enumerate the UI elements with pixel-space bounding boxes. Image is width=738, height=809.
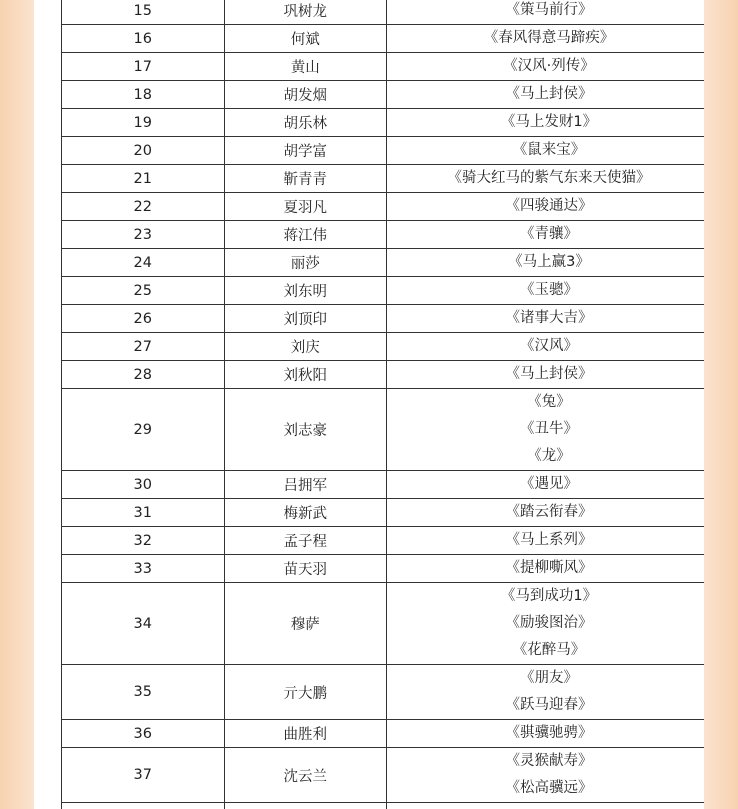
work-title: 《跃马迎春》 — [505, 697, 593, 713]
row-number: 16 — [62, 25, 225, 53]
table-row — [62, 165, 705, 193]
works-cell — [387, 803, 705, 809]
row-number: 33 — [62, 555, 225, 583]
works-cell — [387, 361, 705, 389]
artist-name: 刘志豪 — [224, 389, 387, 471]
row-number: 28 — [62, 361, 225, 389]
table-row — [62, 555, 705, 583]
works-cell — [387, 389, 705, 471]
row-number: 27 — [62, 333, 225, 361]
row-number — [62, 803, 225, 809]
works-cell — [387, 277, 705, 305]
works-cell — [387, 109, 705, 137]
table-row — [62, 81, 705, 109]
works-cell — [387, 471, 705, 499]
work-title: 《遇见》 — [520, 476, 578, 492]
artist-name: 刘东明 — [224, 277, 387, 305]
works-cell — [387, 748, 705, 803]
work-title: 《马到成功1》 — [500, 588, 598, 604]
artist-name: 刘庆 — [224, 333, 387, 361]
works-cell — [387, 193, 705, 221]
work-title: 《丑牛》 — [520, 421, 578, 437]
works-cell — [387, 305, 705, 333]
works-cell — [387, 333, 705, 361]
artist-name: 蒋江伟 — [224, 221, 387, 249]
row-number: 36 — [62, 720, 225, 748]
works-cell — [387, 665, 705, 720]
artist-name: 胡发烟 — [224, 81, 387, 109]
work-title: 《龙》 — [527, 448, 571, 464]
artist-name: 何斌 — [224, 25, 387, 53]
row-number: 15 — [62, 0, 225, 25]
artist-name: 苗天羽 — [224, 555, 387, 583]
work-title: 《汉风》 — [520, 338, 578, 354]
work-title: 《兔》 — [527, 394, 571, 410]
work-title: 《松高骥远》 — [505, 780, 593, 796]
row-number: 30 — [62, 471, 225, 499]
works-cell — [387, 137, 705, 165]
artist-name: 曲胜利 — [224, 720, 387, 748]
artist-name: 刘顶印 — [224, 305, 387, 333]
table-row — [62, 471, 705, 499]
artist-name: 亓大鹏 — [224, 665, 387, 720]
table-row — [62, 193, 705, 221]
table-row — [62, 583, 705, 665]
artist-name: 沈云兰 — [224, 748, 387, 803]
works-cell — [387, 221, 705, 249]
works-cell — [387, 25, 705, 53]
work-title: 《提柳嘶风》 — [505, 560, 593, 576]
work-title: 《灵猴献寿》 — [505, 753, 593, 769]
table-row — [62, 803, 705, 809]
work-title: 《朋友》 — [520, 670, 578, 686]
row-number: 32 — [62, 527, 225, 555]
work-title: 《鼠来宝》 — [512, 142, 586, 158]
works-cell — [387, 249, 705, 277]
row-number: 35 — [62, 665, 225, 720]
work-title: 《春风得意马蹄疾》 — [483, 30, 615, 46]
work-title: 《汉风·列传》 — [503, 58, 595, 74]
row-number: 19 — [62, 109, 225, 137]
works-cell — [387, 53, 705, 81]
row-number: 34 — [62, 583, 225, 665]
table-row — [62, 499, 705, 527]
row-number: 17 — [62, 53, 225, 81]
works-cell — [387, 81, 705, 109]
works-cell — [387, 720, 705, 748]
table-row — [62, 305, 705, 333]
work-title: 《策马前行》 — [505, 2, 593, 18]
works-cell — [387, 499, 705, 527]
row-number: 21 — [62, 165, 225, 193]
artist-name: 胡学富 — [224, 137, 387, 165]
row-number: 22 — [62, 193, 225, 221]
row-number: 20 — [62, 137, 225, 165]
work-title: 《玉骢》 — [520, 282, 578, 298]
table-row — [62, 665, 705, 720]
table-row — [62, 277, 705, 305]
table-body — [62, 0, 705, 809]
work-title: 《花醉马》 — [512, 642, 586, 658]
table-row — [62, 720, 705, 748]
artist-name: 夏羽凡 — [224, 193, 387, 221]
work-title: 《励骏图治》 — [505, 615, 593, 631]
artist-name: 穆萨 — [224, 583, 387, 665]
table-row — [62, 249, 705, 277]
work-title: 《马上封侯》 — [505, 366, 593, 382]
work-title: 《马上赢3》 — [508, 254, 590, 270]
artist-name: 刘秋阳 — [224, 361, 387, 389]
award-list-table — [61, 0, 704, 809]
row-number: 37 — [62, 748, 225, 803]
table-row — [62, 527, 705, 555]
table-row — [62, 0, 705, 25]
table-row — [62, 25, 705, 53]
work-title: 《四骏通达》 — [505, 198, 593, 214]
work-title: 《马上发财1》 — [500, 114, 598, 130]
artist-name: 胡乐林 — [224, 109, 387, 137]
table-row — [62, 221, 705, 249]
content-panel — [34, 0, 704, 809]
artist-name: 靳青青 — [224, 165, 387, 193]
work-title: 《踏云衔春》 — [505, 504, 593, 520]
artist-name: 梅新武 — [224, 499, 387, 527]
work-title: 《骑大红马的紫气东来天使猫》 — [447, 170, 651, 186]
artist-name: 黄山 — [224, 53, 387, 81]
table-row — [62, 137, 705, 165]
work-title: 《诸事大吉》 — [505, 310, 593, 326]
table-row — [62, 333, 705, 361]
work-title: 《马上封侯》 — [505, 86, 593, 102]
row-number: 23 — [62, 221, 225, 249]
row-number: 25 — [62, 277, 225, 305]
work-title: 《骐骥驰骋》 — [505, 725, 593, 741]
works-cell — [387, 527, 705, 555]
table-row — [62, 748, 705, 803]
works-cell — [387, 583, 705, 665]
works-cell — [387, 555, 705, 583]
row-number: 31 — [62, 499, 225, 527]
row-number: 24 — [62, 249, 225, 277]
work-title: 《青骧》 — [520, 226, 578, 242]
works-cell — [387, 165, 705, 193]
artist-name: 丽莎 — [224, 249, 387, 277]
work-title — [387, 803, 704, 809]
artist-name: 孟子程 — [224, 527, 387, 555]
artist-name: 吕拥军 — [224, 471, 387, 499]
table-row — [62, 53, 705, 81]
artist-name: 巩树龙 — [224, 0, 387, 25]
table-row — [62, 109, 705, 137]
work-title: 《马上系列》 — [505, 532, 593, 548]
row-number: 29 — [62, 389, 225, 471]
table-row — [62, 389, 705, 471]
row-number: 18 — [62, 81, 225, 109]
row-number: 26 — [62, 305, 225, 333]
works-cell — [387, 0, 705, 25]
artist-name — [224, 803, 387, 809]
table-row — [62, 361, 705, 389]
